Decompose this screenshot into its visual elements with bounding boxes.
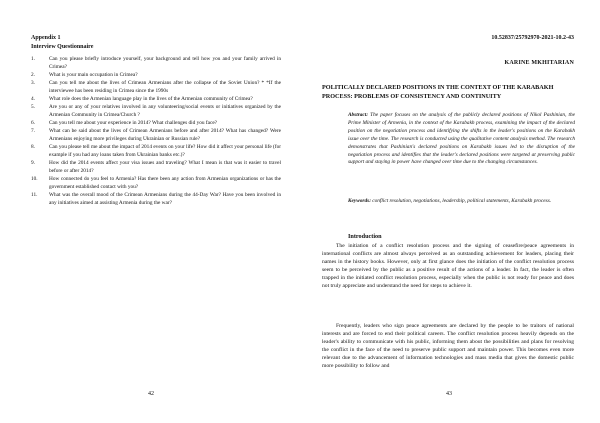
question-item — [31, 103, 281, 119]
page-number-right: 43 — [446, 391, 452, 397]
question-item — [31, 119, 281, 127]
question-number: 6. — [31, 120, 35, 126]
body-paragraph-2: Frequently, leaders who sign peace agreements are declared by the people to be traitors of national interests and are forced to end their political careers. The conflict resolution process heavily depends on the leader's ability to communicate with his public, informing them about the possibilities and plans for resolving the conflict in the face of the need to preserve public support and maintain power. This becomes even more relevant due to the advancement of information technologies and mass media that gives the domestic public more possibility to follow and — [322, 323, 574, 369]
question-number: 8. — [31, 144, 35, 150]
question-list — [31, 55, 281, 207]
question-number: 11. — [31, 192, 38, 198]
question-number: 2. — [31, 72, 35, 78]
question-item — [31, 79, 281, 95]
section-title: Interview Questionnaire — [31, 44, 94, 50]
abstract-label: Abstract: — [348, 112, 369, 118]
question-number: 1. — [31, 56, 35, 62]
question-number: 10. — [31, 176, 38, 182]
appendix-label: Appendix 1 — [31, 35, 61, 41]
body-paragraph-1: The initiation of a conflict resolution process and the signing of ceasefire/peace agreements in international conflicts are almost always perceived as an outstanding achievement for leaders, placing their names in the history books. However, only at first glance does the initiation of the conflict resolution process seem to be perceived by the public as a positive result of the actions of a leader. In fact, the leader is often trapped in the initiated conflict resolution process, especially when the public is not ready for peace and does not truly appreciate and understand the need for steps to achieve it. — [322, 243, 574, 289]
paper-title: POLITICALLY DECLARED POSITIONS IN THE CONTEXT OF THE KARABAKH PROCESS: PROBLEMS OF CONSISTENCY AND CONTINUITY — [322, 84, 554, 100]
question-text: What can be said about the lives of Crimean Armenians before and after 2014? What has changed? Were Armenians enjoying more privileges during Ukrainian or Russian rule? — [49, 128, 281, 142]
question-number: 5. — [31, 104, 35, 110]
abstract-text: The paper focuses on the analysis of the publicly declared positions of Nikol Pashinian, the Prime Minister of Armenia, in the context of the Karabakh process, examining the impact of the declared position on the negotiation process and identifying the shifts in the leader's positions on the Karabakh issue over the time. The research is conducted using the qualitative content analysis method. The research demonstrates that Pashinian's declared positions on Karabakh issues led to the disruption of the negotiation process and identifies that the leader's declared positions were targeted at preserving public support and staying in power have changed over time due to the changing circumstances. — [348, 112, 576, 166]
question-number: 4. — [31, 96, 35, 102]
question-text: How connected do you feel to Armenia? Has there been any action from Armenian organizations or has the government established contact with you? — [49, 176, 281, 190]
question-text: What is your main occupation in Crimea? — [49, 72, 138, 78]
question-text: How did the 2014 events affect your visa issues and traveling? What I mean is that was it easier to travel before or after 2014? — [49, 160, 281, 174]
question-item — [31, 175, 281, 191]
question-text: Are you or any of your relatives involved in any volunteering/social events or initiatives organized by the Armenian Community in Crimea/Church ? — [49, 104, 281, 118]
question-text: Can you tell me about the lives of Crimean Armenians after the collapse of the Soviet Union? * *If the interviewee has been residing in Crimea since the 1990s — [49, 80, 281, 94]
keywords-text: conflict resolution, negotiations, leadership, political statements, Karabakh process. — [372, 198, 552, 204]
question-number: 7. — [31, 128, 35, 134]
question-text: What was the overall mood of the Crimean Armenians during the 44-Day War? Have you been involved in any initiatives aimed at assisting Armenia during the war? — [49, 192, 281, 206]
doi: 10.52837/25792970-2021-10.2-43 — [491, 35, 574, 41]
question-text: What role does the Armenian language play in the lives of the Armenian community of Crimea? — [49, 96, 253, 102]
question-item — [31, 71, 281, 79]
question-item — [31, 127, 281, 143]
question-text: Can you please briefly introduce yourself, your background and tell how you and your family arrived in Crimea? — [49, 56, 281, 70]
author-name: KARINE MKHITARIAN — [504, 60, 574, 66]
keywords-label: Keywords: — [348, 198, 371, 204]
question-item — [31, 159, 281, 175]
intro-heading: Introduction — [348, 233, 382, 240]
keywords — [348, 198, 575, 206]
question-item — [31, 95, 281, 103]
abstract — [348, 112, 575, 167]
question-text: Can you tell me about your experience in 2014? What challenges did you face? — [49, 120, 218, 126]
page-number-left: 42 — [148, 391, 154, 397]
question-item — [31, 143, 281, 159]
question-number: 9. — [31, 160, 35, 166]
question-item — [31, 55, 281, 71]
question-number: 3. — [31, 80, 35, 86]
question-text: Can you please tell me about the impact of 2014 events on your life? How did it affect your personal life (for example if you had any loans taken from Ukrainian banks etc.)? — [49, 144, 281, 158]
question-item — [31, 191, 281, 207]
